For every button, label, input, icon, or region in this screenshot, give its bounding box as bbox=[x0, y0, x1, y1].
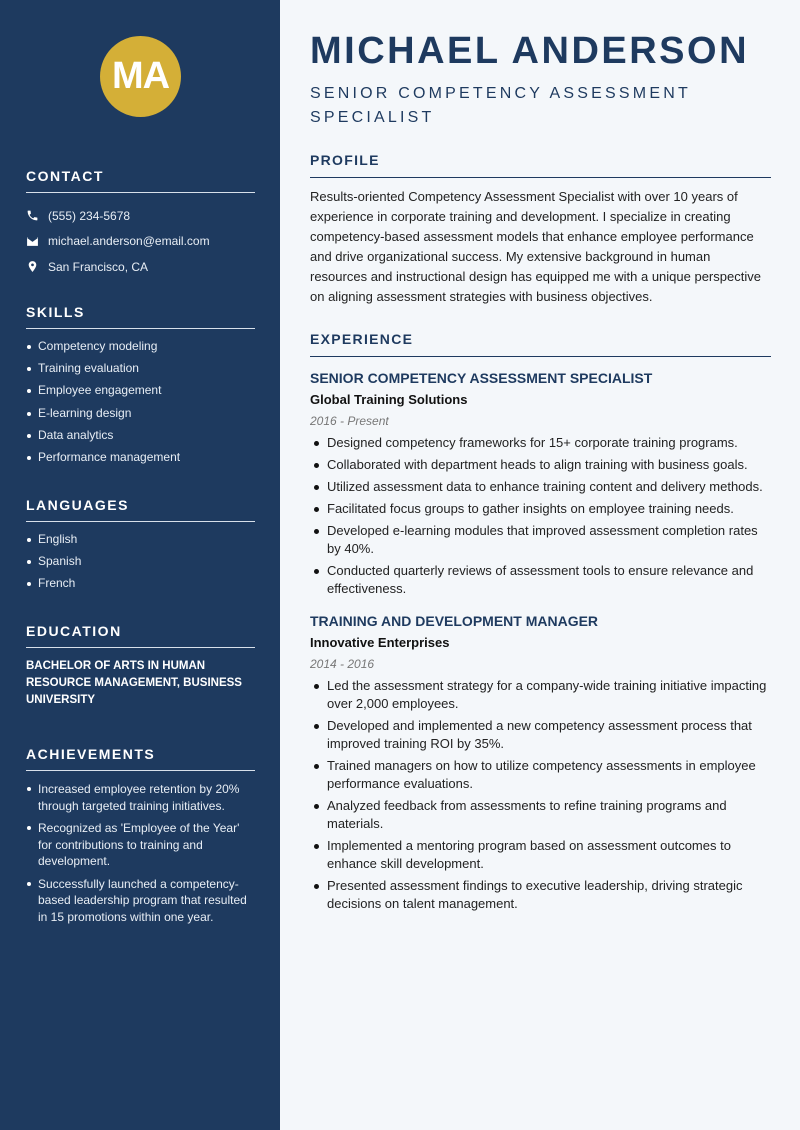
job-bullet: Conducted quarterly reviews of assessment tools to ensure relevance and effectiveness. bbox=[310, 562, 771, 598]
job-bullet: Developed and implemented a new competency assessment process that improved training ROI by 35%. bbox=[310, 717, 771, 753]
job-bullet: Collaborated with department heads to align training with business goals. bbox=[310, 456, 771, 474]
achievement-item: Successfully launched a competency-based leadership program that resulted in 15 promotions within one year. bbox=[26, 876, 255, 926]
achievement-item: Recognized as 'Employee of the Year' for contributions to training and development. bbox=[26, 820, 255, 870]
phone-icon bbox=[26, 209, 39, 222]
contact-heading: CONTACT bbox=[26, 168, 255, 193]
education-section bbox=[26, 623, 255, 709]
education-heading: EDUCATION bbox=[26, 623, 255, 648]
education-degree: BACHELOR OF ARTS IN HUMAN RESOURCE MANAGEMENT, BUSINESS UNIVERSITY bbox=[26, 660, 242, 706]
job-entry bbox=[310, 612, 771, 913]
skill-item: Performance management bbox=[26, 450, 255, 472]
skills-heading: SKILLS bbox=[26, 304, 255, 329]
experience-list bbox=[310, 369, 771, 917]
skill-item: E-learning design bbox=[26, 406, 255, 428]
location-pin-icon bbox=[26, 260, 39, 273]
languages-heading: LANGUAGES bbox=[26, 497, 255, 522]
job-bullet: Led the assessment strategy for a company-wide training initiative impacting over 2,000 employees. bbox=[310, 677, 771, 713]
job-bullet: Designed competency frameworks for 15+ corporate training programs. bbox=[310, 434, 771, 452]
language-item: French bbox=[26, 576, 255, 598]
avatar: MA bbox=[100, 36, 181, 117]
job-bullet: Utilized assessment data to enhance training content and delivery methods. bbox=[310, 478, 771, 496]
job-dates: 2014 - 2016 bbox=[310, 657, 375, 671]
email-icon bbox=[26, 235, 39, 248]
experience-heading: EXPERIENCE bbox=[310, 331, 771, 357]
job-dates: 2016 - Present bbox=[310, 414, 389, 428]
profile-heading: PROFILE bbox=[310, 152, 771, 178]
job-bullet: Analyzed feedback from assessments to refine training programs and materials. bbox=[310, 797, 771, 833]
candidate-name: MICHAEL ANDERSON bbox=[310, 30, 750, 72]
job-bullet: Presented assessment findings to executive leadership, driving strategic decisions on talent management. bbox=[310, 877, 771, 913]
skill-item: Employee engagement bbox=[26, 383, 255, 405]
job-entry bbox=[310, 369, 771, 598]
job-bullet: Developed e-learning modules that improved assessment completion rates by 40%. bbox=[310, 522, 771, 558]
contact-location bbox=[26, 254, 255, 280]
profile-text: Results-oriented Competency Assessment Specialist with over 10 years of experience in corporate training and development. I specialize in creating competency-based assessment models that enhance employee performance and drive organizational success. My extensive background in human resources and instructional design has equipped me with a unique perspective on aligning assessment strategies with business objectives. bbox=[310, 189, 761, 304]
job-bullet: Trained managers on how to utilize competency assessments in employee performance evaluations. bbox=[310, 757, 771, 793]
email-link[interactable]: michael.anderson@email.com bbox=[48, 234, 210, 249]
job-title: SENIOR COMPETENCY ASSESSMENT SPECIALIST bbox=[310, 370, 653, 386]
job-title: TRAINING AND DEVELOPMENT MANAGER bbox=[310, 613, 599, 629]
phone-text: (555) 234-5678 bbox=[48, 208, 131, 223]
contact-email bbox=[26, 229, 255, 255]
location-text: San Francisco, CA bbox=[48, 259, 149, 274]
sidebar bbox=[0, 0, 280, 1130]
contact-section bbox=[26, 168, 255, 280]
language-item: Spanish bbox=[26, 554, 255, 576]
achievements-heading: ACHIEVEMENTS bbox=[26, 746, 255, 771]
job-company: Innovative Enterprises bbox=[310, 635, 450, 650]
job-bullet: Facilitated focus groups to gather insights on employee training needs. bbox=[310, 500, 771, 518]
language-item: English bbox=[26, 532, 255, 554]
skills-section bbox=[26, 304, 255, 472]
contact-phone bbox=[26, 203, 255, 229]
achievement-item: Increased employee retention by 20% through targeted training initiatives. bbox=[26, 781, 255, 814]
candidate-title: SENIOR COMPETENCY ASSESSMENT SPECIALIST bbox=[310, 85, 691, 126]
achievements-section bbox=[26, 746, 255, 931]
skill-item: Training evaluation bbox=[26, 361, 255, 383]
job-bullet: Implemented a mentoring program based on assessment outcomes to enhance skill development. bbox=[310, 837, 771, 873]
skill-item: Data analytics bbox=[26, 428, 255, 450]
job-company: Global Training Solutions bbox=[310, 392, 468, 407]
languages-section bbox=[26, 497, 255, 599]
skill-item: Competency modeling bbox=[26, 339, 255, 361]
